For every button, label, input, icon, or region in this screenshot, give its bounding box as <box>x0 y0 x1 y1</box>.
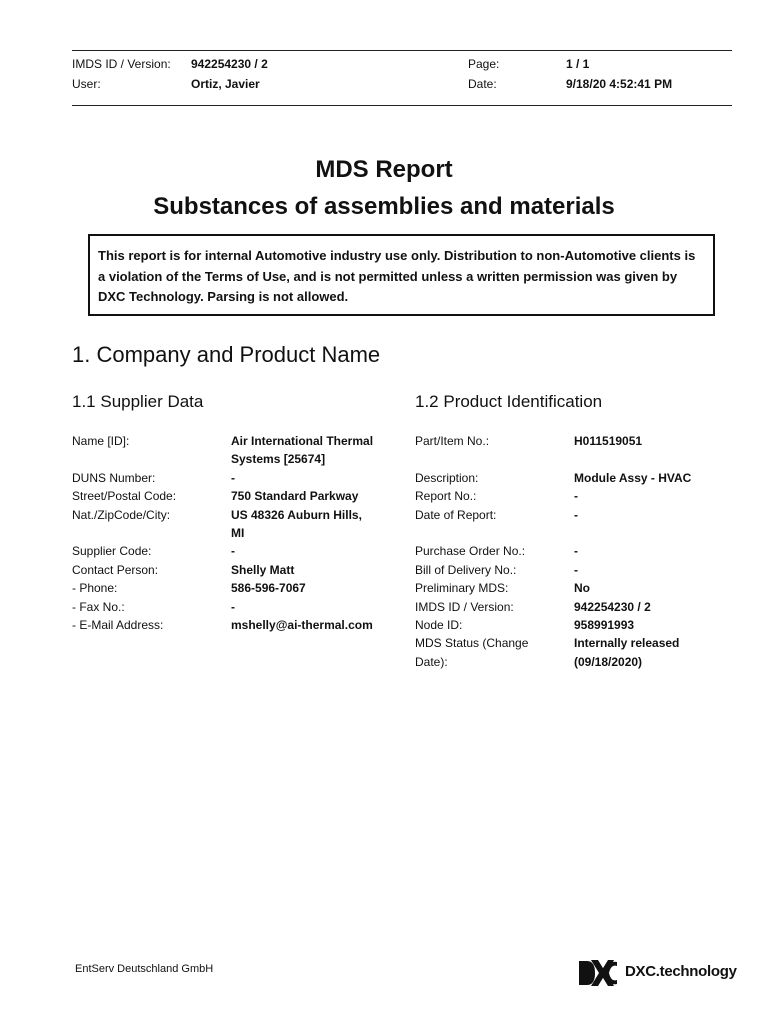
product-value: - <box>574 507 578 522</box>
supplier-value: - <box>231 544 235 559</box>
product-label: Node ID: <box>415 618 463 632</box>
supplier-value: 750 Standard Parkway <box>231 489 359 504</box>
header-imds-label: IMDS ID / Version: <box>72 57 171 71</box>
product-value: Module Assy - HVAC <box>574 470 692 485</box>
supplier-data-heading: 1.1 Supplier Data <box>72 392 204 411</box>
supplier-label: Name [ID]: <box>72 434 130 448</box>
product-label: MDS Status (Change <box>415 636 529 651</box>
footer-company: EntServ Deutschland GmbH <box>75 963 214 975</box>
report-subtitle: Substances of assemblies and materials <box>153 193 615 220</box>
header-top-rule <box>72 50 732 51</box>
header-date-value: 9/18/20 4:52:41 PM <box>566 77 673 91</box>
product-value: No <box>574 581 590 596</box>
product-label-cont: Date): <box>415 654 448 669</box>
supplier-label: Street/Postal Code: <box>72 489 177 504</box>
usage-notice: This report is for internal Automotive industry use only. Distribution to non-Automotive clients is a violation of the Terms of Use, and is not permitted unless a written permission was given by DXC Technology. Parsing is not allowed. <box>88 234 715 316</box>
product-label: Bill of Delivery No.: <box>415 562 517 577</box>
supplier-value: Air International Thermal <box>231 434 374 448</box>
header-bottom-rule <box>72 105 732 106</box>
supplier-value: - <box>231 470 235 485</box>
header-imds-value: 942254230 / 2 <box>191 57 268 71</box>
supplier-label: - Fax No.: <box>72 599 125 614</box>
report-title: MDS Report <box>315 156 453 183</box>
supplier-label: Supplier Code: <box>72 544 152 559</box>
supplier-value-cont: Systems [25674] <box>231 452 326 467</box>
supplier-value: 586-596-7067 <box>231 581 306 596</box>
product-label: Description: <box>415 470 479 485</box>
supplier-label: - E-Mail Address: <box>72 618 164 632</box>
supplier-value: - <box>231 599 235 614</box>
product-value: - <box>574 489 578 504</box>
product-identification-heading: 1.2 Product Identification <box>415 392 603 411</box>
supplier-value-cont: MI <box>231 525 245 540</box>
product-label: Report No.: <box>415 489 477 504</box>
product-value: - <box>574 544 578 559</box>
product-label: Preliminary MDS: <box>415 581 509 596</box>
product-value: 958991993 <box>574 618 635 632</box>
header-date-label: Date: <box>468 77 497 91</box>
product-label: Purchase Order No.: <box>415 544 526 559</box>
supplier-email-value: mshelly@ai-thermal.com <box>231 618 373 632</box>
header-page-value: 1 / 1 <box>566 57 590 71</box>
dxc-logo-mark-icon <box>577 958 619 988</box>
product-value: H011519051 <box>574 434 643 448</box>
product-label: Part/Item No.: <box>415 434 490 448</box>
supplier-label: Nat./ZipCode/City: <box>72 507 171 522</box>
header-user-value: Ortiz, Javier <box>191 77 260 91</box>
product-value: Internally released <box>574 636 680 651</box>
header-user-label: User: <box>72 77 101 91</box>
supplier-value: Shelly Matt <box>231 562 295 577</box>
product-value-cont: (09/18/2020) <box>574 654 643 669</box>
dxc-logo-text: DXC.technology <box>625 963 737 980</box>
dxc-technology-logo <box>577 958 737 988</box>
header-page-label: Page: <box>468 57 500 71</box>
supplier-value: US 48326 Auburn Hills, <box>231 507 362 522</box>
supplier-label: DUNS Number: <box>72 470 156 485</box>
product-label: Date of Report: <box>415 507 497 522</box>
supplier-label: Contact Person: <box>72 562 159 577</box>
product-label: IMDS ID / Version: <box>415 599 514 614</box>
supplier-label: - Phone: <box>72 581 118 596</box>
product-value: - <box>574 562 578 577</box>
product-value: 942254230 / 2 <box>574 599 651 614</box>
section-company-product-heading: 1. Company and Product Name <box>72 342 381 367</box>
